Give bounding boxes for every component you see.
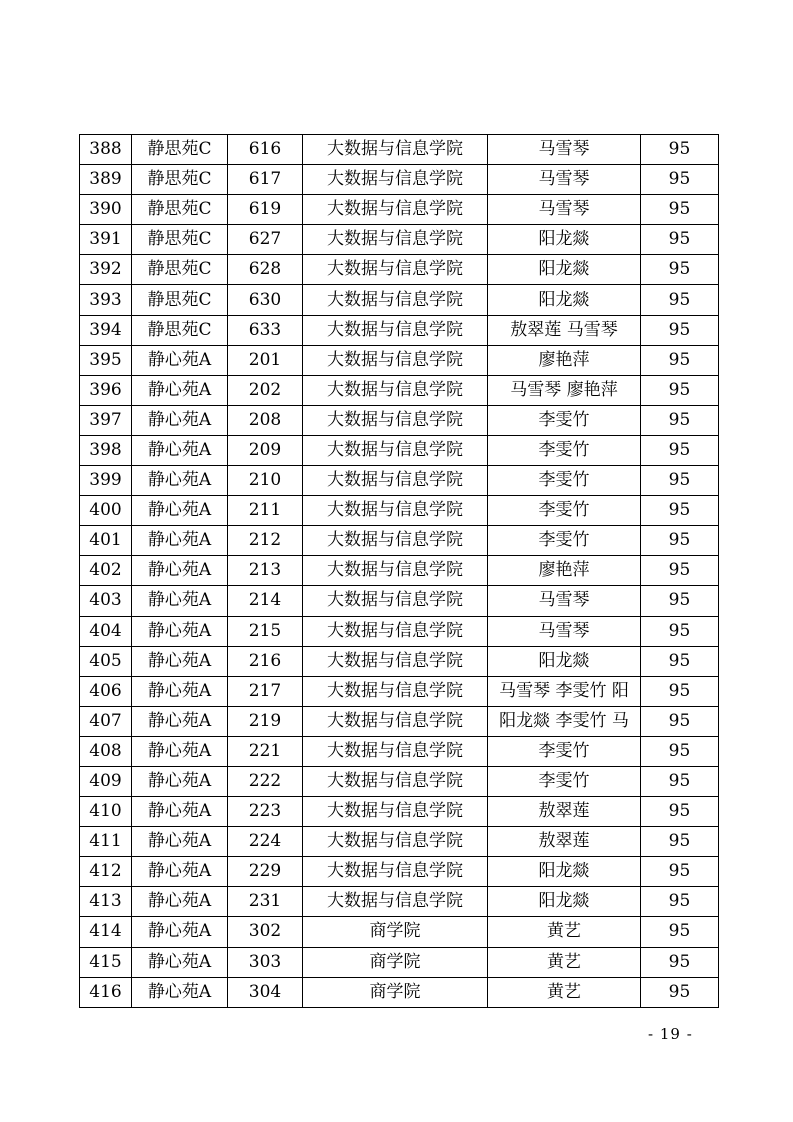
score-cell: 95 (641, 857, 719, 887)
inspector-cell: 马雪琴 廖艳萍 (488, 375, 641, 405)
college-cell: 大数据与信息学院 (303, 676, 488, 706)
score-cell: 95 (641, 556, 719, 586)
building-cell: 静心苑A (132, 586, 228, 616)
row-number-cell: 391 (80, 225, 132, 255)
inspector-cell: 阳龙燚 (488, 887, 641, 917)
building-cell: 静思苑C (132, 135, 228, 165)
room-cell: 217 (228, 676, 303, 706)
row-number-cell: 390 (80, 195, 132, 225)
college-cell: 大数据与信息学院 (303, 165, 488, 195)
row-number-cell: 403 (80, 586, 132, 616)
room-cell: 201 (228, 345, 303, 375)
inspector-cell: 马雪琴 (488, 616, 641, 646)
inspector-cell: 阳龙燚 (488, 225, 641, 255)
table-row (80, 706, 719, 736)
score-cell: 95 (641, 706, 719, 736)
score-cell: 95 (641, 345, 719, 375)
inspector-cell: 黄艺 (488, 917, 641, 947)
table-row (80, 797, 719, 827)
score-cell: 95 (641, 646, 719, 676)
college-cell: 大数据与信息学院 (303, 887, 488, 917)
college-cell: 商学院 (303, 917, 488, 947)
room-cell: 617 (228, 165, 303, 195)
page-number: - 19 - (648, 1025, 693, 1043)
room-cell: 224 (228, 827, 303, 857)
row-number-cell: 397 (80, 405, 132, 435)
college-cell: 大数据与信息学院 (303, 345, 488, 375)
building-cell: 静心苑A (132, 766, 228, 796)
table-row (80, 165, 719, 195)
row-number-cell: 389 (80, 165, 132, 195)
building-cell: 静心苑A (132, 827, 228, 857)
score-cell: 95 (641, 165, 719, 195)
room-cell: 628 (228, 255, 303, 285)
row-number-cell: 410 (80, 797, 132, 827)
row-number-cell: 399 (80, 466, 132, 496)
room-cell: 214 (228, 586, 303, 616)
room-cell: 619 (228, 195, 303, 225)
row-number-cell: 395 (80, 345, 132, 375)
table-row (80, 496, 719, 526)
row-number-cell: 416 (80, 977, 132, 1007)
inspector-cell: 马雪琴 (488, 165, 641, 195)
inspector-cell: 马雪琴 (488, 135, 641, 165)
inspector-cell: 马雪琴 (488, 195, 641, 225)
building-cell: 静心苑A (132, 466, 228, 496)
row-number-cell: 414 (80, 917, 132, 947)
college-cell: 大数据与信息学院 (303, 375, 488, 405)
score-cell: 95 (641, 405, 719, 435)
room-cell: 630 (228, 285, 303, 315)
college-cell: 大数据与信息学院 (303, 255, 488, 285)
inspector-cell: 廖艳萍 (488, 345, 641, 375)
building-cell: 静思苑C (132, 225, 228, 255)
table-row (80, 646, 719, 676)
score-cell: 95 (641, 315, 719, 345)
table-row (80, 586, 719, 616)
room-cell: 304 (228, 977, 303, 1007)
inspector-cell: 阳龙燚 (488, 255, 641, 285)
inspector-cell: 敖翠莲 (488, 827, 641, 857)
room-cell: 210 (228, 466, 303, 496)
row-number-cell: 413 (80, 887, 132, 917)
college-cell: 大数据与信息学院 (303, 797, 488, 827)
score-cell: 95 (641, 586, 719, 616)
room-cell: 208 (228, 405, 303, 435)
row-number-cell: 409 (80, 766, 132, 796)
row-number-cell: 398 (80, 435, 132, 465)
college-cell: 大数据与信息学院 (303, 586, 488, 616)
inspector-cell: 马雪琴 (488, 586, 641, 616)
inspector-cell: 黄艺 (488, 947, 641, 977)
inspector-cell: 阳龙燚 (488, 857, 641, 887)
building-cell: 静心苑A (132, 616, 228, 646)
room-cell: 627 (228, 225, 303, 255)
row-number-cell: 400 (80, 496, 132, 526)
building-cell: 静思苑C (132, 165, 228, 195)
building-cell: 静心苑A (132, 496, 228, 526)
score-cell: 95 (641, 435, 719, 465)
score-cell: 95 (641, 135, 719, 165)
inspector-cell: 阳龙燚 (488, 285, 641, 315)
table-row (80, 285, 719, 315)
score-cell: 95 (641, 827, 719, 857)
college-cell: 大数据与信息学院 (303, 405, 488, 435)
table-row (80, 676, 719, 706)
inspector-cell: 李雯竹 (488, 405, 641, 435)
table-row (80, 917, 719, 947)
row-number-cell: 392 (80, 255, 132, 285)
score-cell: 95 (641, 797, 719, 827)
row-number-cell: 393 (80, 285, 132, 315)
building-cell: 静心苑A (132, 887, 228, 917)
building-cell: 静思苑C (132, 285, 228, 315)
college-cell: 大数据与信息学院 (303, 315, 488, 345)
table-row (80, 887, 719, 917)
college-cell: 大数据与信息学院 (303, 285, 488, 315)
room-cell: 222 (228, 766, 303, 796)
college-cell: 商学院 (303, 977, 488, 1007)
table-row (80, 375, 719, 405)
row-number-cell: 402 (80, 556, 132, 586)
building-cell: 静思苑C (132, 315, 228, 345)
room-cell: 303 (228, 947, 303, 977)
table-row (80, 526, 719, 556)
inspector-cell: 李雯竹 (488, 466, 641, 496)
college-cell: 大数据与信息学院 (303, 766, 488, 796)
room-cell: 616 (228, 135, 303, 165)
inspector-cell: 黄艺 (488, 977, 641, 1007)
table-row (80, 135, 719, 165)
room-cell: 302 (228, 917, 303, 947)
table-row (80, 255, 719, 285)
row-number-cell: 406 (80, 676, 132, 706)
room-cell: 211 (228, 496, 303, 526)
building-cell: 静心苑A (132, 556, 228, 586)
score-cell: 95 (641, 676, 719, 706)
room-cell: 633 (228, 315, 303, 345)
score-cell: 95 (641, 887, 719, 917)
building-cell: 静心苑A (132, 526, 228, 556)
score-cell: 95 (641, 977, 719, 1007)
table-row (80, 435, 719, 465)
building-cell: 静心苑A (132, 405, 228, 435)
table-row (80, 736, 719, 766)
college-cell: 大数据与信息学院 (303, 435, 488, 465)
college-cell: 大数据与信息学院 (303, 466, 488, 496)
row-number-cell: 405 (80, 646, 132, 676)
inspector-cell: 李雯竹 (488, 435, 641, 465)
college-cell: 大数据与信息学院 (303, 526, 488, 556)
score-cell: 95 (641, 766, 719, 796)
building-cell: 静心苑A (132, 977, 228, 1007)
row-number-cell: 404 (80, 616, 132, 646)
college-cell: 大数据与信息学院 (303, 736, 488, 766)
building-cell: 静思苑C (132, 255, 228, 285)
table-row (80, 766, 719, 796)
table-body (80, 135, 719, 1008)
building-cell: 静心苑A (132, 375, 228, 405)
inspector-cell: 李雯竹 (488, 526, 641, 556)
inspector-cell: 李雯竹 (488, 496, 641, 526)
college-cell: 大数据与信息学院 (303, 616, 488, 646)
inspector-cell: 廖艳萍 (488, 556, 641, 586)
college-cell: 商学院 (303, 947, 488, 977)
row-number-cell: 394 (80, 315, 132, 345)
room-cell: 209 (228, 435, 303, 465)
room-cell: 215 (228, 616, 303, 646)
score-cell: 95 (641, 225, 719, 255)
room-cell: 231 (228, 887, 303, 917)
college-cell: 大数据与信息学院 (303, 225, 488, 255)
score-cell: 95 (641, 195, 719, 225)
inspector-cell: 敖翠莲 (488, 797, 641, 827)
college-cell: 大数据与信息学院 (303, 827, 488, 857)
score-cell: 95 (641, 255, 719, 285)
row-number-cell: 396 (80, 375, 132, 405)
inspector-cell: 敖翠莲 马雪琴 (488, 315, 641, 345)
room-cell: 219 (228, 706, 303, 736)
building-cell: 静心苑A (132, 736, 228, 766)
building-cell: 静心苑A (132, 857, 228, 887)
college-cell: 大数据与信息学院 (303, 706, 488, 736)
building-cell: 静心苑A (132, 797, 228, 827)
row-number-cell: 408 (80, 736, 132, 766)
room-cell: 229 (228, 857, 303, 887)
dormitory-score-table (79, 134, 719, 1008)
inspector-cell: 阳龙燚 李雯竹 马 (488, 706, 641, 736)
college-cell: 大数据与信息学院 (303, 195, 488, 225)
college-cell: 大数据与信息学院 (303, 496, 488, 526)
table-row (80, 857, 719, 887)
inspector-cell: 李雯竹 (488, 736, 641, 766)
room-cell: 213 (228, 556, 303, 586)
room-cell: 221 (228, 736, 303, 766)
row-number-cell: 411 (80, 827, 132, 857)
score-cell: 95 (641, 466, 719, 496)
building-cell: 静心苑A (132, 676, 228, 706)
row-number-cell: 388 (80, 135, 132, 165)
inspector-cell: 阳龙燚 (488, 646, 641, 676)
college-cell: 大数据与信息学院 (303, 556, 488, 586)
table-row (80, 405, 719, 435)
row-number-cell: 407 (80, 706, 132, 736)
score-cell: 95 (641, 375, 719, 405)
building-cell: 静心苑A (132, 435, 228, 465)
room-cell: 202 (228, 375, 303, 405)
table-row (80, 195, 719, 225)
building-cell: 静心苑A (132, 706, 228, 736)
room-cell: 212 (228, 526, 303, 556)
inspector-cell: 马雪琴 李雯竹 阳 (488, 676, 641, 706)
score-cell: 95 (641, 947, 719, 977)
college-cell: 大数据与信息学院 (303, 857, 488, 887)
building-cell: 静心苑A (132, 345, 228, 375)
room-cell: 223 (228, 797, 303, 827)
score-cell: 95 (641, 917, 719, 947)
table-row (80, 225, 719, 255)
score-cell: 95 (641, 285, 719, 315)
building-cell: 静心苑A (132, 917, 228, 947)
table-row (80, 616, 719, 646)
building-cell: 静心苑A (132, 947, 228, 977)
college-cell: 大数据与信息学院 (303, 135, 488, 165)
score-cell: 95 (641, 616, 719, 646)
table-row (80, 466, 719, 496)
room-cell: 216 (228, 646, 303, 676)
building-cell: 静思苑C (132, 195, 228, 225)
table-row (80, 977, 719, 1007)
row-number-cell: 401 (80, 526, 132, 556)
row-number-cell: 415 (80, 947, 132, 977)
table-row (80, 947, 719, 977)
table-row (80, 345, 719, 375)
row-number-cell: 412 (80, 857, 132, 887)
table-row (80, 315, 719, 345)
table-row (80, 556, 719, 586)
score-cell: 95 (641, 496, 719, 526)
score-cell: 95 (641, 526, 719, 556)
building-cell: 静心苑A (132, 646, 228, 676)
college-cell: 大数据与信息学院 (303, 646, 488, 676)
inspector-cell: 李雯竹 (488, 766, 641, 796)
table-row (80, 827, 719, 857)
score-cell: 95 (641, 736, 719, 766)
